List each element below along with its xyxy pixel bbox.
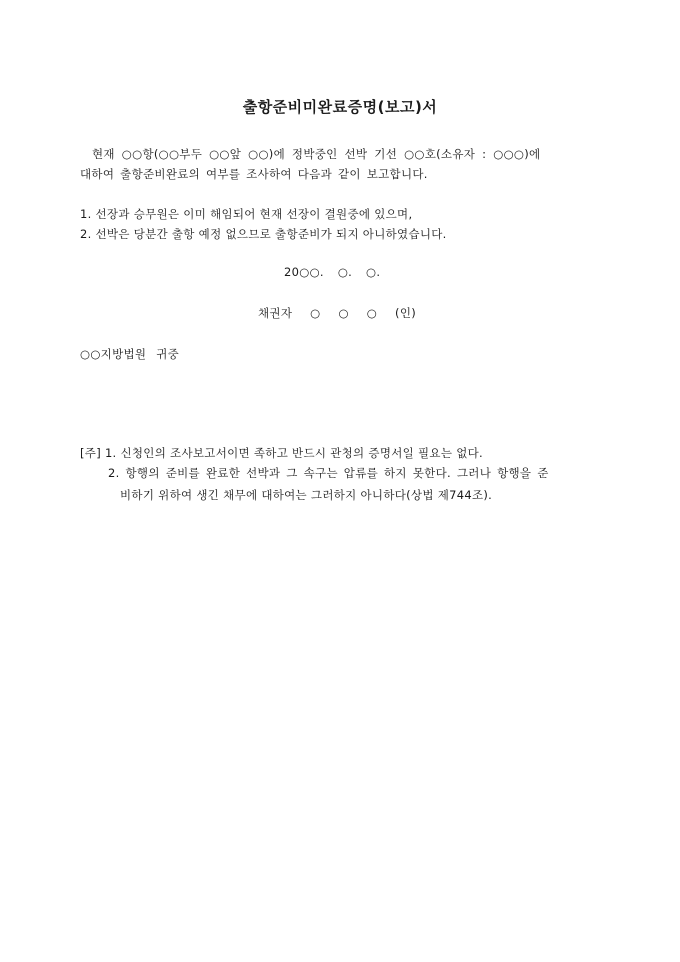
- list-item: 2. 선박은 당분간 출항 예정 없으므로 출항준비가 되지 아니하였습니다.: [80, 227, 447, 241]
- list-item: 1. 선장과 승무원은 이미 해임되어 현재 선장이 결원중에 있으며,: [80, 207, 413, 221]
- note-line-3: 비하기 위하여 생긴 채무에 대하여는 그러하지 아니하다(상법 제744조).: [120, 488, 493, 502]
- addressee-line: ○○지방법원 귀중: [80, 347, 180, 361]
- signer-line: 채권자 ○ ○ ○ (인): [258, 306, 417, 320]
- intro-line-2: 대하여 출항준비완료의 여부를 조사하여 다음과 같이 보고합니다.: [80, 167, 428, 181]
- document-date: 20○○. ○. ○.: [284, 265, 381, 279]
- note-line-2: 2. 항행의 준비를 완료한 선박과 그 속구는 압류를 하지 못한다. 그러나 항행을 준: [108, 466, 549, 480]
- intro-line-1: 현재 ○○항(○○부두 ○○앞 ○○)에 정박중인 선박 기선 ○○호(소유자 : ○○○)에: [92, 147, 541, 161]
- document-title: 출항준비미완료증명(보고)서: [242, 98, 438, 116]
- note-line-1: [주] 1. 신청인의 조사보고서이면 족하고 반드시 관청의 증명서일 필요는 없다.: [80, 446, 483, 460]
